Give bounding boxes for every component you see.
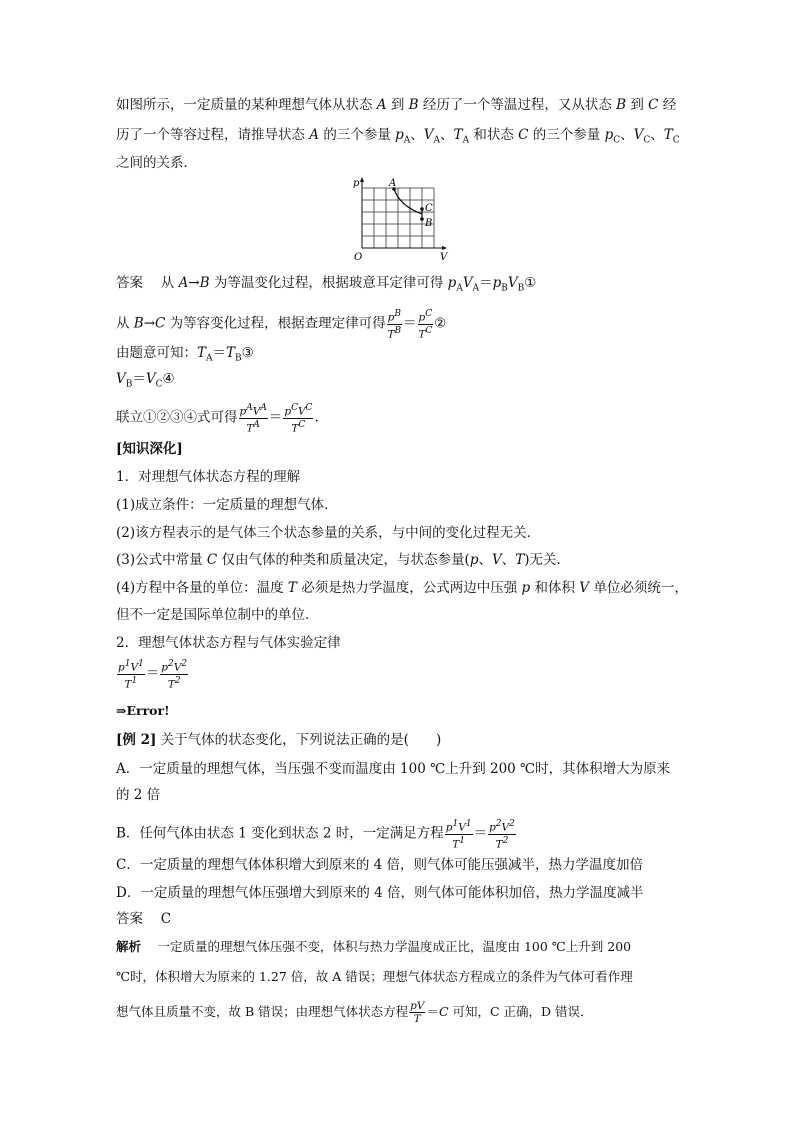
point-c-label: C [425,203,433,214]
analysis-line-3: 想气体且质量不变，故 B 错误；由理想气体状态方程 $\frac{pV}{T}$ ＝C 可知，C 正确，D 错误． [116,1000,593,1025]
answer-line-1: 答案 从 A→B 为等温变化过程，根据玻意耳定律可得 $p_AV_A=p_BV_B①$ [116,275,537,294]
example-answer-value: C [160,911,172,927]
option-a-line-2: 的 2 倍 [116,787,161,803]
problem-line-3: 之间的关系． [116,155,197,171]
p-axis-label: p [353,178,360,189]
answer-line-5: 联立①②③④式可得 $p^AV^A$ $T^A$ ＝ $p^CV^C$ $T^C$ . [116,403,319,434]
knowledge-p4b: 但不一定是国际单位制中的单位． [116,607,319,623]
answer-line-3: 由题意可知：$T_A=T_B③$ [116,345,254,364]
option-d: D．一定质量的理想气体压强增大到原来的 4 倍，则气体可能体积加倍，热力学温度减半 [116,885,644,901]
knowledge-p2: (2)该方程表示的是气体三个状态参量的关系，与中间的变化过程无关． [116,525,541,541]
option-b: B．任何气体由状态 1 变化到状态 2 时，一定满足方程 $\frac{p^1V^1}{T^1}$ ＝ $\frac{p^2V^2}{T^2}$ [116,819,515,850]
pv-graph [350,176,450,266]
knowledge-p1: (1)成立条件：一定质量的理想气体． [116,497,338,513]
error-text: ⇒Error! [116,703,170,718]
knowledge-p4a: (4)方程中各量的单位：温度 T 必须是热力学温度，公式两边中压强 p 和体积 V 单位必须统一， [116,580,688,596]
analysis-line-1: 解析 一定质量的理想气体压强不变，体积与热力学温度成正比，温度由 100 ℃上升到 200 [116,939,632,954]
example-question: [例 2] 关于气体的状态变化，下列说法正确的是( ) [116,732,442,748]
origin-label: O [354,252,363,263]
example-tag: [例 2] [116,732,157,748]
analysis-label: 解析 [116,939,142,954]
answer-line-4: $V_B=V_C④$ [116,371,175,390]
knowledge-h1: 1．对理想气体状态方程的理解 [116,469,301,485]
point-c [420,207,424,211]
point-b [420,217,424,221]
example-answer-label: 答案 [116,911,143,927]
point-b-label: B [425,218,433,229]
problem-line-1: 如图所示，一定质量的某种理想气体从状态 A 到 B 经历了一个等温过程，又从状态 B 到 C 经 [116,97,677,113]
answer-label: 答案 [116,275,143,291]
analysis-line-2: ℃时，体积增大为原来的 1.27 倍，故 A 错误；理想气体状态方程成立的条件为气体可看作理 [116,969,633,984]
option-c: C．一定质量的理想气体体积增大到原来的 4 倍，则气体可能压强减半，热力学温度加倍 [116,857,643,873]
knowledge-heading: [知识深化] [116,441,183,457]
v-axis-arrow-icon [442,246,447,250]
p-axis-arrow-icon [360,177,364,182]
knowledge-h2: 2．理想气体状态方程与气体实验定律 [116,635,341,651]
option-a-line-1: A．一定质量的理想气体，当压强不变而温度由 100 ℃上升到 200 ℃时，其体积增大为原来 [116,761,671,777]
problem-line-2: 历了一个等容过程，请推导状态 A 的三个参量 $p_A$、$V_A$、$T_A$ 和状态 C 的三个参量 $p_C$、$V_C$、$T_C$ [116,127,680,146]
knowledge-formula: $\frac{p^1V^1}{T^1}$ ＝ $\frac{p^2V^2}{T^2}$ [118,659,188,690]
answer-line-2: 从 B→C 为等容变化过程，根据查理定律可得 $\frac{p^B}{T^B}$ ＝ $\frac{p^C}{T^C}$ ② [116,309,447,340]
point-a-label: A [389,178,397,189]
knowledge-p3: (3)公式中常量 C 仅由气体的种类和质量决定，与状态参量(p、V、T)无关． [116,552,571,568]
v-axis-label: V [440,252,448,263]
example-answer [116,910,171,928]
